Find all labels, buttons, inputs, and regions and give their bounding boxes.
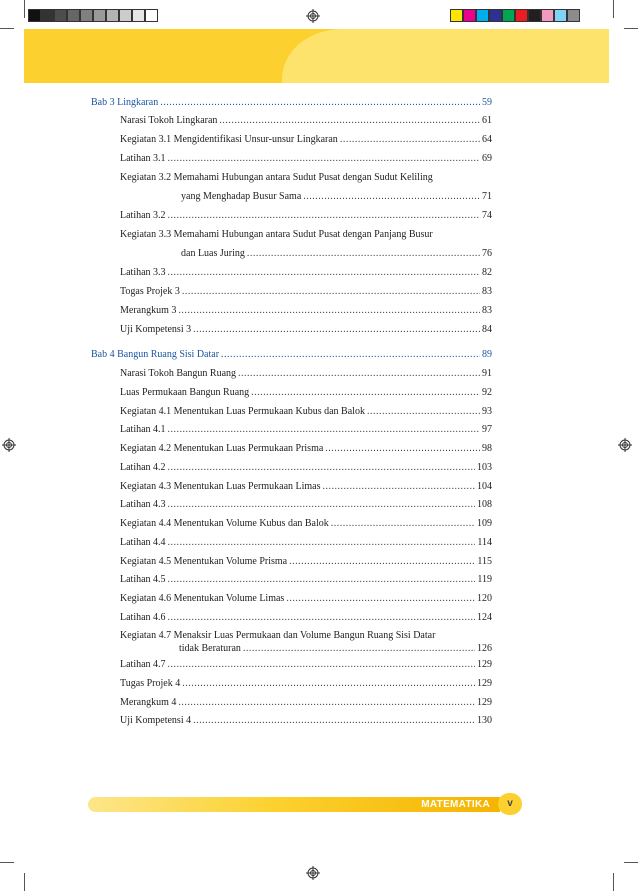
toc-entry[interactable]	[181, 248, 492, 260]
color-swatch	[528, 9, 541, 22]
toc-entry-label: Tugas Projek 4	[120, 678, 181, 689]
toc-page-number: 126	[477, 643, 492, 654]
toc-entry[interactable]	[120, 115, 492, 127]
toc-page-number: 89	[482, 349, 492, 360]
toc-page-number: 82	[482, 267, 492, 278]
footer-subject: MATEMATIKA	[421, 799, 490, 810]
toc-leader-dots	[325, 443, 480, 455]
toc-leader-dots	[182, 286, 480, 298]
toc-entry[interactable]	[120, 424, 492, 436]
toc-leader-dots	[219, 115, 480, 127]
toc-entry[interactable]	[120, 556, 492, 568]
toc-entry-label: Narasi Tokoh Bangun Ruang	[120, 368, 237, 379]
toc-leader-dots	[160, 97, 480, 109]
crop-mark	[624, 28, 638, 29]
toc-entry-label: Kegiatan 4.1 Menentukan Luas Permukaan Kubus dan Balok	[120, 406, 365, 417]
toc-leader-dots	[193, 324, 480, 336]
color-swatch	[145, 9, 158, 22]
toc-page-number: 83	[482, 305, 492, 316]
color-swatch	[515, 9, 528, 22]
toc-entry-label: Latihan 4.6	[120, 612, 166, 623]
toc-leader-dots	[340, 134, 480, 146]
toc-page-number: 64	[482, 134, 492, 145]
color-swatch	[132, 9, 145, 22]
toc-entry-label: Latihan 4.7	[120, 659, 166, 670]
color-swatch	[93, 9, 106, 22]
toc-entry-label: Latihan 4.5	[120, 574, 166, 585]
crop-mark	[0, 28, 14, 29]
toc-entry[interactable]	[120, 593, 492, 605]
registration-mark-icon	[618, 438, 632, 452]
color-swatch	[106, 9, 119, 22]
toc-page-number: 115	[477, 556, 492, 567]
toc-entry-label: Kegiatan 4.4 Menentukan Volume Kubus dan Balok	[120, 518, 329, 529]
toc-entry-label: Bab 4 Bangun Ruang Sisi Datar	[91, 349, 220, 360]
toc-leader-dots	[286, 593, 475, 605]
toc-entry[interactable]	[120, 612, 492, 624]
toc-chapter-entry[interactable]	[91, 97, 492, 109]
toc-page-number: 69	[482, 153, 492, 164]
toc-entry-label: Merangkum 3	[120, 305, 177, 316]
toc-entry[interactable]	[120, 499, 492, 511]
toc-entry[interactable]	[120, 481, 492, 493]
toc-entry-label: Kegiatan 4.6 Menentukan Volume Limas	[120, 593, 285, 604]
toc-entry[interactable]	[120, 305, 492, 317]
toc-entry-label: Latihan 4.2	[120, 462, 166, 473]
toc-leader-dots	[221, 349, 480, 361]
color-swatch	[554, 9, 567, 22]
toc-page-number: 59	[482, 97, 492, 108]
toc-page-number: 124	[477, 612, 492, 623]
toc-entry[interactable]	[120, 537, 492, 549]
toc-leader-dots	[303, 191, 480, 203]
toc-page-number: 129	[477, 697, 492, 708]
toc-entry[interactable]	[120, 324, 492, 336]
toc-entry[interactable]	[120, 267, 492, 279]
toc-page-number: 93	[482, 406, 492, 417]
toc-entry[interactable]	[120, 153, 492, 165]
toc-entry-label: tidak Beraturan	[179, 643, 241, 654]
toc-entry[interactable]	[120, 210, 492, 222]
color-swatch	[489, 9, 502, 22]
toc-page-number: 92	[482, 387, 492, 398]
color-swatch	[41, 9, 54, 22]
toc-entry-label: Latihan 4.1	[120, 424, 166, 435]
toc-entry-label: Luas Permukaan Bangun Ruang	[120, 387, 250, 398]
toc-entry[interactable]	[120, 286, 492, 298]
crop-mark	[0, 862, 14, 863]
toc-entry-heading: Kegiatan 4.7 Menaksir Luas Permukaan dan Volume Bangun Ruang Sisi Datar	[120, 630, 436, 641]
toc-leader-dots	[323, 481, 476, 493]
toc-page-number: 76	[482, 248, 492, 259]
toc-leader-dots	[182, 678, 475, 690]
toc-leader-dots	[168, 659, 475, 671]
toc-page-number: 114	[477, 537, 492, 548]
color-swatch	[80, 9, 93, 22]
toc-leader-dots	[168, 499, 475, 511]
toc-leader-dots	[168, 537, 476, 549]
toc-page-number: 129	[477, 659, 492, 670]
color-swatch	[450, 9, 463, 22]
toc-page-number: 61	[482, 115, 492, 126]
toc-entry-label: Kegiatan 4.5 Menentukan Volume Prisma	[120, 556, 288, 567]
toc-entry-label: dan Luas Juring	[181, 248, 245, 259]
color-swatch	[541, 9, 554, 22]
toc-page-number: 104	[477, 481, 492, 492]
toc-leader-dots	[289, 556, 475, 568]
toc-entry-label: Merangkum 4	[120, 697, 177, 708]
header-band	[24, 29, 609, 83]
color-swatch	[502, 9, 515, 22]
toc-leader-dots	[168, 612, 475, 624]
grayscale-color-bar	[28, 9, 158, 22]
crop-mark	[24, 873, 25, 891]
toc-entry-label: Latihan 3.2	[120, 210, 166, 221]
toc-entry-label: Uji Kompetensi 3	[120, 324, 192, 335]
toc-leader-dots	[168, 462, 475, 474]
toc-entry-label: Uji Kompetensi 4	[120, 715, 192, 726]
toc-entry-label: Narasi Tokoh Lingkaran	[120, 115, 218, 126]
toc-leader-dots	[251, 387, 480, 399]
toc-leader-dots	[193, 715, 475, 727]
toc-entry[interactable]	[120, 574, 492, 586]
toc-entry-label: Bab 3 Lingkaran	[91, 97, 159, 108]
toc-page-number: 129	[477, 678, 492, 689]
toc-entry[interactable]	[120, 387, 492, 399]
toc-entry-label: Latihan 4.4	[120, 537, 166, 548]
crop-mark	[24, 0, 25, 18]
toc-entry-label: Kegiatan 4.3 Menentukan Luas Permukaan Limas	[120, 481, 321, 492]
toc-entry[interactable]	[120, 443, 492, 455]
toc-page-number: 71	[482, 191, 492, 202]
color-swatch	[567, 9, 580, 22]
toc-entry[interactable]	[120, 134, 492, 146]
toc-entry[interactable]	[179, 643, 492, 655]
crop-mark	[624, 862, 638, 863]
toc-page-number: 109	[477, 518, 492, 529]
color-swatch	[119, 9, 132, 22]
toc-leader-dots	[247, 248, 480, 260]
registration-mark-icon	[306, 9, 320, 23]
page-number: v	[498, 793, 522, 815]
toc-leader-dots	[243, 643, 475, 655]
toc-page-number: 91	[482, 368, 492, 379]
toc-entry[interactable]	[120, 678, 492, 690]
toc-entry-label: Latihan 3.3	[120, 267, 166, 278]
toc-page-number: 83	[482, 286, 492, 297]
color-swatch	[67, 9, 80, 22]
toc-page-number: 108	[477, 499, 492, 510]
crop-mark	[613, 873, 614, 891]
toc-page-number: 103	[477, 462, 492, 473]
toc-entry-label: Latihan 3.1	[120, 153, 166, 164]
toc-entry-heading: Kegiatan 3.3 Memahami Hubungan antara Sudut Pusat dengan Panjang Busur	[120, 229, 433, 240]
toc-leader-dots	[168, 153, 480, 165]
toc-leader-dots	[168, 574, 476, 586]
toc-page-number: 98	[482, 443, 492, 454]
toc-entry[interactable]	[120, 462, 492, 474]
toc-entry[interactable]	[120, 368, 492, 380]
cmyk-color-bar	[450, 9, 580, 22]
toc-entry[interactable]	[120, 518, 492, 530]
toc-leader-dots	[168, 210, 480, 222]
color-swatch	[463, 9, 476, 22]
toc-page-number: 84	[482, 324, 492, 335]
toc-entry-label: Kegiatan 4.2 Menentukan Luas Permukaan Prisma	[120, 443, 324, 454]
toc-chapter-entry[interactable]	[91, 349, 492, 361]
toc-leader-dots	[331, 518, 475, 530]
toc-leader-dots	[178, 697, 475, 709]
toc-leader-dots	[178, 305, 480, 317]
color-swatch	[28, 9, 41, 22]
toc-page-number: 97	[482, 424, 492, 435]
color-swatch	[476, 9, 489, 22]
toc-page-number: 119	[477, 574, 492, 585]
toc-page-number: 130	[477, 715, 492, 726]
toc-entry[interactable]	[120, 697, 492, 709]
toc-entry[interactable]	[120, 715, 492, 727]
toc-page-number: 120	[477, 593, 492, 604]
color-swatch	[54, 9, 67, 22]
toc-leader-dots	[168, 424, 480, 436]
toc-entry[interactable]	[181, 191, 492, 203]
toc-leader-dots	[367, 406, 480, 418]
registration-mark-icon	[2, 438, 16, 452]
toc-entry-label: Kegiatan 3.1 Mengidentifikasi Unsur-unsur Lingkaran	[120, 134, 338, 145]
toc-entry-label: Togas Projek 3	[120, 286, 180, 297]
toc-entry-heading: Kegiatan 3.2 Memahami Hubungan antara Sudut Pusat dengan Sudut Keliling	[120, 172, 433, 183]
registration-mark-icon	[306, 866, 320, 880]
toc-page-number: 74	[482, 210, 492, 221]
toc-leader-dots	[238, 368, 480, 380]
toc-leader-dots	[168, 267, 480, 279]
crop-mark	[613, 0, 614, 18]
toc-entry-label: yang Menghadap Busur Sama	[181, 191, 302, 202]
toc-entry-label: Latihan 4.3	[120, 499, 166, 510]
toc-entry[interactable]	[120, 659, 492, 671]
header-curve	[282, 29, 609, 83]
toc-entry[interactable]	[120, 406, 492, 418]
